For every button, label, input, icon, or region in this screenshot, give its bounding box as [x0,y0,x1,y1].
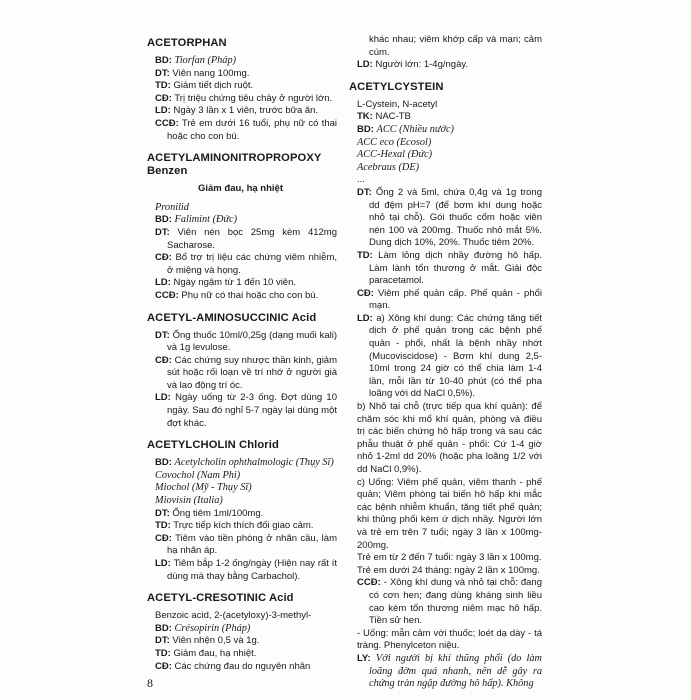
entry-subtitle: Giảm đau, hạ nhiệt [198,183,283,195]
left-column [147,37,337,682]
page-number: 8 [147,676,153,690]
entry-acetyl-cresotinic-acid: ACETYL-CRESOTINIC Acid Benzoic acid, 2-(acetyloxy)-3-methyl- BD: Crésopirin (Pháp) DT: Viên nhện 0,5 và 1g. TD: Giảm đau, hạ nhiệt. CĐ: Các chứng đau do nguyên nhân [147,592,337,673]
entry-acetylcholin-chlorid: ACETYLCHOLIN Chlorid BD: Acetylcholin ophthalmologic (Thụy Sĩ) Covochol (Nam Phi) Miochol (Mỹ - Thụy Sĩ) Miovisin (Italia) DT: Ống tiêm 1ml/100mg. TD: Trực tiếp kích thích đối giao cảm. CĐ: Tiêm vào tiền phòng ở nhãn cầu, làm hạ nhãn áp. LD: Tiêm bắp 1-2 ống/ngày (Hiện nay rất ít dùng mà thay bằng Carbachol). [147,439,338,582]
entry-acetyl-aminosuccinic-acid: ACETYL-AMINOSUCCINIC Acid DT: Ống thuốc 10ml/0,25g (dạng muối kali) và 1g levulose. CĐ: Các chứng suy nhược thần kinh, giảm sút hoặc rối loạn về trí nhớ ở người già và lao động trí óc. LD: Ngày uống từ 2-3 ống. Đợt dùng 10 ngày. Sau đó nghỉ 5-7 ngày lại dùng một đợt khác. [147,311,338,429]
right-column [349,34,542,700]
entry-title: ACETYLAMINONITROPROPOXY Benzen [147,152,322,178]
entry-title: ACETYL-CRESOTINIC Acid [147,592,294,605]
entry-title: ACETORPHAN [147,37,227,49]
entry-acetylcystein: ACETYLCYSTEIN L-Cystein, N-acetyl TK: NAC-TB BD: ACC (Nhiều nước) ACC eco (Ecosol) ACC-Hexal (Đức) Acebraus (DE) ... DT: Ống 2 và 5ml, chứa 0,4g và 1g trong dd đệm pH=7 (để bơm khí dung hoặc nhỏ tại chỗ). Gói thuốc cốm hoặc viên nén 100 và 200mg. Thuốc nhỏ mắt 5%. Dung dịch 10%, 20%. Thuốc tiêm 20%. TD: Làm lỏng dịch nhầy đường hô hấp. Làm lành tổn thương ở mắt. Giải độc paracetamol. CĐ: Viêm phế quản cấp. Phế quản - phổi mạn. LD: a) Xông khí dung: Các chứng tăng tiết dịch ở phế quản trong các bệnh phế quản - phổi, nhất là bệnh nhầy nhớt (Mucoviscidose) - Bơm khí dung 2,5-10ml trong 24 giờ có thể chia làm 1-4 lần, mỗi lần từ 10-40 phút (có thể pha loãng với dd NaCl 0,5%). b) Nhỏ tại chỗ (trực tiếp qua khí quản): để chăm sóc khi mổ khí quản, phòng và điều trị các biến chứng hô hấp trong và sau các phẫu thuật ở phế quản - phổi: Cứ 1-4 giờ nhỏ 1-2ml dd 20% (hoặc pha loãng 1/2 với dd NaCl 0,9%). c) Uống: Viêm phế quản, viêm thanh - phế quản; Viêm phòng tai biến hô hấp khi mắc các bệnh nhiễm khuẩn, tăng tiết phế quản; khi thủng phổi kèm ứ dịch nhầy. Người lớn và trẻ em trên 7 tuổi; ngày 3 lần x 100mg-200mg. Trẻ em từ 2 đến 7 tuổi: ngày 3 lần x 100mg. Trẻ em dưới 24 tháng: ngày 2 lần x 100mg. CCĐ: - Xông khí dung và nhỏ tại chỗ: đang có cơn hen; đang dùng kháng sinh liều cao kém tổn thương niêm mạc hô hấp. Tiền sử hen. - Uống: mẫn cảm với thuốc; loét dạ dày - tá tràng. Phenylceton niệu. LY: Với người bị khí thũng phổi (do làm loãng đờm quá nhanh, nên dễ gây ra chứng tràn ngập đường hô hấp). Không [349,80,543,690]
entry-title: ACETYL-AMINOSUCCINIC Acid [147,311,317,324]
entry-acetylaminonitropropoxybenzen: ACETYLAMINONITROPROPOXY Benzen Giảm đau, hạ nhiệt Pronilid BD: Falimint (Đức) DT: Viên nén bọc 25mg kèm 412mg Sacharose. CĐ: Bổ trợ trị liệu các chứng viêm nhiễm, ở miệng và họng. LD: Ngày ngậm từ 1 đến 10 viên. CCĐ: Phụ nữ có thai hoặc cho con bú. [147,152,338,301]
entry-title: ACETYLCYSTEIN [349,80,444,93]
entry-acetorphan: ACETORPHAN BD: Tiorfan (Pháp) DT: Viên nang 100mg. TD: Giảm tiết dịch ruột. CĐ: Trị triệu chứng tiêu chảy ở người lớn. LD: Ngày 3 lần x 1 viên, trước bữa ăn. CCĐ: Trẻ em dưới 16 tuổi, phụ nữ có thai hoặc cho con bú. [147,37,338,142]
entry-title: ACETYLCHOLIN Chlorid [147,439,279,452]
entry-continuation: khác nhau; viêm khớp cấp và mạn; cảm cúm. LD: Người lớn: 1-4g/ngày. [357,34,542,71]
